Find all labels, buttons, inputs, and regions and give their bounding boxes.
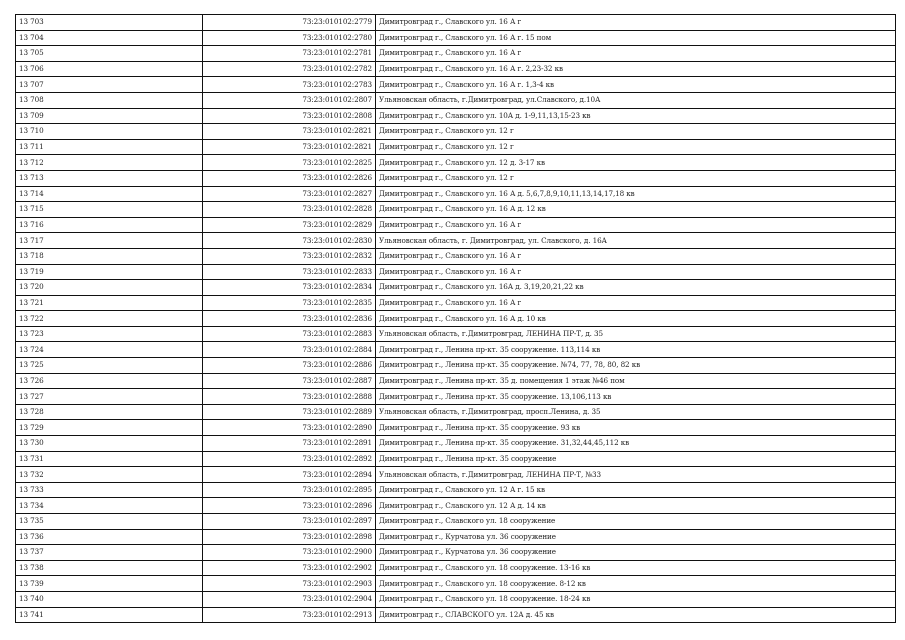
address-cell: Димитровград г., Славского ул. 12 А д. 14 кв <box>376 498 896 514</box>
table-row <box>16 77 896 93</box>
address-cell: Димитровград г., Славского ул. 16 А г <box>376 46 896 62</box>
address-cell: Димитровград г., Славского ул. 16 А г <box>376 217 896 233</box>
cadastral-number-cell: 73:23:010102:2825 <box>203 155 376 171</box>
address-cell: Димитровград г., Славского ул. 16 А д. 5,6,7,8,9,10,11,13,14,17,18 кв <box>376 186 896 202</box>
address-cell: Димитровград г., Славского ул. 16 А г. 1,3-4 кв <box>376 77 896 93</box>
cadastral-number-cell: 73:23:010102:2821 <box>203 139 376 155</box>
cadastral-number-cell: 73:23:010102:2902 <box>203 560 376 576</box>
address-cell: Димитровград г., Ленина пр-кт. 35 сооружение. 13,106,113 кв <box>376 389 896 405</box>
cadastral-number-cell: 73:23:010102:2903 <box>203 576 376 592</box>
address-cell: Димитровград г., Ленина пр-кт. 35 д. помещения 1 этаж №46 пом <box>376 373 896 389</box>
table-row <box>16 124 896 140</box>
cadastral-number-cell: 73:23:010102:2898 <box>203 529 376 545</box>
cadastral-number-cell: 73:23:010102:2835 <box>203 295 376 311</box>
row-number-cell: 13 722 <box>16 311 203 327</box>
address-cell: Димитровград г., Ленина пр-кт. 35 сооружение. 113,114 кв <box>376 342 896 358</box>
table-row <box>16 545 896 561</box>
table-row <box>16 420 896 436</box>
address-cell: Димитровград г., Славского ул. 12 А г. 15 кв <box>376 482 896 498</box>
address-cell: Димитровград г., Славского ул. 16 А г. 2,23-32 кв <box>376 61 896 77</box>
row-number-cell: 13 733 <box>16 482 203 498</box>
table-row <box>16 514 896 530</box>
row-number-cell: 13 734 <box>16 498 203 514</box>
row-number-cell: 13 737 <box>16 545 203 561</box>
row-number-cell: 13 710 <box>16 124 203 140</box>
cadastral-number-cell: 73:23:010102:2832 <box>203 248 376 264</box>
table-row <box>16 326 896 342</box>
table-row <box>16 61 896 77</box>
table-row <box>16 92 896 108</box>
table-row <box>16 607 896 623</box>
row-number-cell: 13 726 <box>16 373 203 389</box>
row-number-cell: 13 724 <box>16 342 203 358</box>
table-row <box>16 389 896 405</box>
row-number-cell: 13 720 <box>16 280 203 296</box>
registry-table-body <box>16 15 896 623</box>
table-row <box>16 467 896 483</box>
row-number-cell: 13 721 <box>16 295 203 311</box>
row-number-cell: 13 731 <box>16 451 203 467</box>
cadastral-number-cell: 73:23:010102:2890 <box>203 420 376 436</box>
cadastral-number-cell: 73:23:010102:2834 <box>203 280 376 296</box>
cadastral-number-cell: 73:23:010102:2833 <box>203 264 376 280</box>
table-row <box>16 170 896 186</box>
table-row <box>16 295 896 311</box>
cadastral-number-cell: 73:23:010102:2887 <box>203 373 376 389</box>
address-cell: Димитровград г., Славского ул. 16 А д. 12 кв <box>376 202 896 218</box>
table-row <box>16 529 896 545</box>
address-cell: Димитровград г., Славского ул. 16А д. 3,19,20,21,22 кв <box>376 280 896 296</box>
address-cell: Димитровград г., Славского ул. 10А д. 1-9,11,13,15-23 кв <box>376 108 896 124</box>
row-number-cell: 13 725 <box>16 358 203 374</box>
cadastral-number-cell: 73:23:010102:2904 <box>203 591 376 607</box>
table-row <box>16 404 896 420</box>
address-cell: Ульяновская область, г.Димитровград, ул.Славского, д.10А <box>376 92 896 108</box>
address-cell: Димитровград г., Славского ул. 16 А г <box>376 264 896 280</box>
address-cell: Димитровград г., Славского ул. 12 г <box>376 139 896 155</box>
address-cell: Димитровград г., Курчатова ул. 36 сооружение <box>376 545 896 561</box>
row-number-cell: 13 735 <box>16 514 203 530</box>
row-number-cell: 13 728 <box>16 404 203 420</box>
table-row <box>16 280 896 296</box>
cadastral-number-cell: 73:23:010102:2888 <box>203 389 376 405</box>
cadastral-number-cell: 73:23:010102:2779 <box>203 15 376 31</box>
cadastral-number-cell: 73:23:010102:2913 <box>203 607 376 623</box>
address-cell: Димитровград г., Ленина пр-кт. 35 сооружение. №74, 77, 78, 80, 82 кв <box>376 358 896 374</box>
table-row <box>16 155 896 171</box>
row-number-cell: 13 708 <box>16 92 203 108</box>
cadastral-number-cell: 73:23:010102:2897 <box>203 514 376 530</box>
address-cell: Димитровград г., Славского ул. 16 А д. 10 кв <box>376 311 896 327</box>
row-number-cell: 13 739 <box>16 576 203 592</box>
table-row <box>16 186 896 202</box>
cadastral-number-cell: 73:23:010102:2829 <box>203 217 376 233</box>
row-number-cell: 13 715 <box>16 202 203 218</box>
registry-table <box>15 14 896 623</box>
address-cell: Димитровград г., Славского ул. 16 А г. 15 пом <box>376 30 896 46</box>
row-number-cell: 13 738 <box>16 560 203 576</box>
address-cell: Димитровград г., Славского ул. 18 сооружение. 13-16 кв <box>376 560 896 576</box>
row-number-cell: 13 723 <box>16 326 203 342</box>
row-number-cell: 13 740 <box>16 591 203 607</box>
table-row <box>16 451 896 467</box>
row-number-cell: 13 729 <box>16 420 203 436</box>
cadastral-number-cell: 73:23:010102:2883 <box>203 326 376 342</box>
row-number-cell: 13 704 <box>16 30 203 46</box>
address-cell: Димитровград г., Славского ул. 16 А г <box>376 295 896 311</box>
address-cell: Димитровград г., Ленина пр-кт. 35 сооружение <box>376 451 896 467</box>
row-number-cell: 13 712 <box>16 155 203 171</box>
address-cell: Ульяновская область, г.Димитровград, ЛЕНИНА ПР-Т, д. 35 <box>376 326 896 342</box>
row-number-cell: 13 711 <box>16 139 203 155</box>
cadastral-number-cell: 73:23:010102:2780 <box>203 30 376 46</box>
table-row <box>16 576 896 592</box>
table-row <box>16 46 896 62</box>
row-number-cell: 13 736 <box>16 529 203 545</box>
row-number-cell: 13 717 <box>16 233 203 249</box>
table-row <box>16 436 896 452</box>
table-row <box>16 560 896 576</box>
cadastral-number-cell: 73:23:010102:2892 <box>203 451 376 467</box>
cadastral-number-cell: 73:23:010102:2830 <box>203 233 376 249</box>
table-row <box>16 498 896 514</box>
table-row <box>16 15 896 31</box>
address-cell: Димитровград г., СЛАВСКОГО ул. 12А д. 45 кв <box>376 607 896 623</box>
cadastral-number-cell: 73:23:010102:2808 <box>203 108 376 124</box>
address-cell: Димитровград г., Славского ул. 16 А г <box>376 248 896 264</box>
table-row <box>16 248 896 264</box>
cadastral-number-cell: 73:23:010102:2894 <box>203 467 376 483</box>
address-cell: Димитровград г., Славского ул. 18 сооружение. 8-12 кв <box>376 576 896 592</box>
cadastral-number-cell: 73:23:010102:2828 <box>203 202 376 218</box>
row-number-cell: 13 727 <box>16 389 203 405</box>
cadastral-number-cell: 73:23:010102:2807 <box>203 92 376 108</box>
row-number-cell: 13 741 <box>16 607 203 623</box>
cadastral-number-cell: 73:23:010102:2781 <box>203 46 376 62</box>
address-cell: Димитровград г., Славского ул. 12 г <box>376 124 896 140</box>
cadastral-number-cell: 73:23:010102:2886 <box>203 358 376 374</box>
row-number-cell: 13 709 <box>16 108 203 124</box>
address-cell: Ульяновская область, г.Димитровград, ЛЕНИНА ПР-Т, №33 <box>376 467 896 483</box>
cadastral-number-cell: 73:23:010102:2889 <box>203 404 376 420</box>
row-number-cell: 13 713 <box>16 170 203 186</box>
cadastral-number-cell: 73:23:010102:2896 <box>203 498 376 514</box>
table-row <box>16 139 896 155</box>
table-row <box>16 233 896 249</box>
table-row <box>16 342 896 358</box>
row-number-cell: 13 705 <box>16 46 203 62</box>
cadastral-number-cell: 73:23:010102:2836 <box>203 311 376 327</box>
cadastral-number-cell: 73:23:010102:2826 <box>203 170 376 186</box>
cadastral-number-cell: 73:23:010102:2900 <box>203 545 376 561</box>
table-row <box>16 591 896 607</box>
cadastral-number-cell: 73:23:010102:2782 <box>203 61 376 77</box>
cadastral-number-cell: 73:23:010102:2895 <box>203 482 376 498</box>
address-cell: Димитровград г., Славского ул. 12 г <box>376 170 896 186</box>
table-row <box>16 373 896 389</box>
cadastral-number-cell: 73:23:010102:2891 <box>203 436 376 452</box>
row-number-cell: 13 707 <box>16 77 203 93</box>
address-cell: Димитровград г., Ленина пр-кт. 35 сооружение. 93 кв <box>376 420 896 436</box>
address-cell: Димитровград г., Ленина пр-кт. 35 сооружение. 31,32,44,45,112 кв <box>376 436 896 452</box>
table-row <box>16 358 896 374</box>
row-number-cell: 13 706 <box>16 61 203 77</box>
row-number-cell: 13 703 <box>16 15 203 31</box>
cadastral-number-cell: 73:23:010102:2827 <box>203 186 376 202</box>
address-cell: Димитровград г., Славского ул. 18 сооружение <box>376 514 896 530</box>
table-row <box>16 108 896 124</box>
address-cell: Димитровград г., Славского ул. 18 сооружение. 18-24 кв <box>376 591 896 607</box>
row-number-cell: 13 732 <box>16 467 203 483</box>
address-cell: Димитровград г., Славского ул. 12 д. 3-17 кв <box>376 155 896 171</box>
address-cell: Димитровград г., Курчатова ул. 36 сооружение <box>376 529 896 545</box>
table-row <box>16 311 896 327</box>
row-number-cell: 13 716 <box>16 217 203 233</box>
address-cell: Ульяновская область, г. Димитровград, ул. Славского, д. 16А <box>376 233 896 249</box>
cadastral-number-cell: 73:23:010102:2884 <box>203 342 376 358</box>
table-row <box>16 30 896 46</box>
row-number-cell: 13 718 <box>16 248 203 264</box>
table-row <box>16 217 896 233</box>
table-row <box>16 264 896 280</box>
address-cell: Ульяновская область, г.Димитровград, просп.Ленина, д. 35 <box>376 404 896 420</box>
row-number-cell: 13 714 <box>16 186 203 202</box>
row-number-cell: 13 730 <box>16 436 203 452</box>
table-row <box>16 482 896 498</box>
table-row <box>16 202 896 218</box>
address-cell: Димитровград г., Славского ул. 16 А г <box>376 15 896 31</box>
cadastral-number-cell: 73:23:010102:2783 <box>203 77 376 93</box>
row-number-cell: 13 719 <box>16 264 203 280</box>
cadastral-number-cell: 73:23:010102:2821 <box>203 124 376 140</box>
